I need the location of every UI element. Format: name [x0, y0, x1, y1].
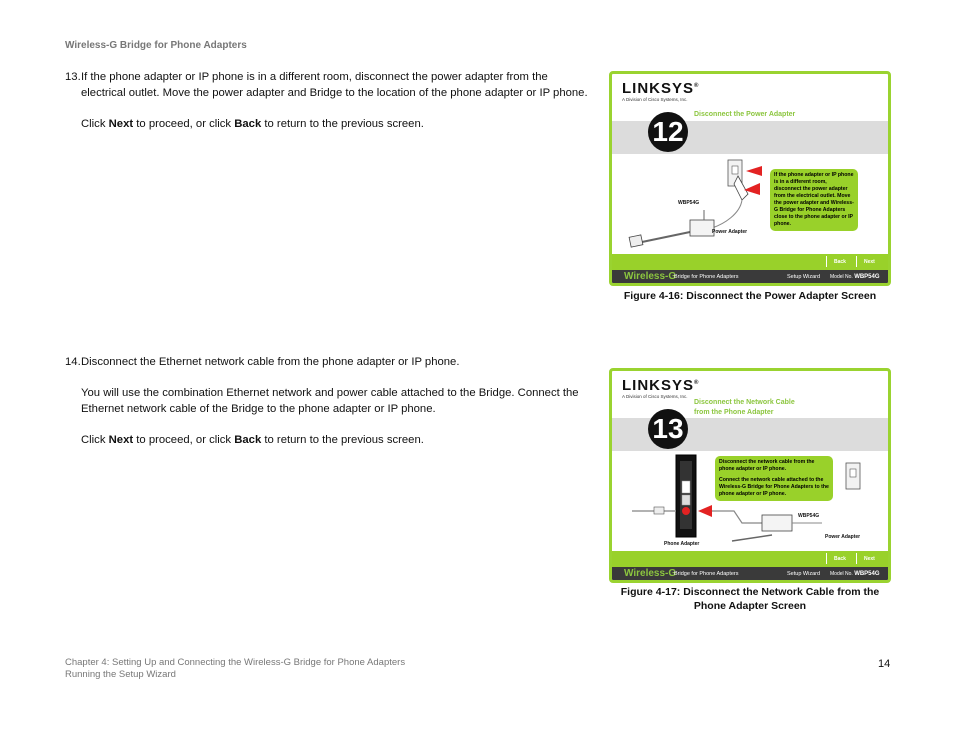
arrow-icon — [746, 166, 762, 176]
footer-model: Model No. WBP54G — [830, 571, 880, 577]
step-number: 13. — [65, 71, 81, 83]
power-brick — [690, 220, 714, 236]
footer-section: Running the Setup Wizard — [65, 669, 176, 680]
footer-wizard: Setup Wizard — [787, 274, 821, 280]
highlight-port — [682, 507, 690, 515]
screen-title: Disconnect the Power Adapter — [694, 111, 796, 118]
linksys-logo: LINKSYS® — [622, 80, 700, 97]
cable — [642, 232, 690, 242]
port — [682, 495, 690, 505]
outlet-socket — [850, 469, 856, 477]
cable — [712, 200, 742, 228]
page-number: 14 — [878, 658, 891, 670]
arrow-icon — [698, 505, 712, 517]
footer-wizard: Setup Wizard — [787, 571, 821, 577]
figure-disconnect-network-cable — [609, 368, 891, 583]
step-paragraph: You will use the combination Ethernet network and power cable attached to the Bridge. Connect the Ethernet network cable of the Bridge to the phone adapter or IP phone. — [81, 387, 579, 415]
page-footer — [65, 657, 405, 681]
logo-subtitle: A Division of Cisco Systems, Inc. — [622, 97, 688, 102]
step-paragraph: Disconnect the Ethernet network cable from the phone adapter or IP phone. — [81, 356, 460, 368]
footer-product: Bridge for Phone Adapters — [674, 571, 739, 577]
figure-caption: Figure 4-16: Disconnect the Power Adapter Screen — [623, 290, 877, 302]
footer-model: Model No. WBP54G — [830, 274, 880, 280]
footer-brand: Wireless-G — [624, 568, 677, 579]
next-button[interactable]: Next — [864, 556, 875, 562]
running-header: Wireless-G Bridge for Phone Adapters — [65, 40, 247, 51]
cable — [732, 535, 772, 541]
connector — [629, 235, 643, 247]
phone-adapter-label: Phone Adapter — [664, 541, 700, 547]
step-click-instruction: Click Next to proceed, or click Back to return to the previous screen. — [81, 118, 424, 130]
port — [682, 481, 690, 493]
step-13 — [65, 69, 590, 132]
outlet-socket — [732, 166, 738, 174]
figure-footer — [612, 567, 888, 581]
next-button[interactable]: Next — [864, 259, 875, 265]
figure-footer — [612, 270, 888, 284]
nav-bar — [612, 551, 888, 567]
power-adapter-label: Power Adapter — [825, 534, 861, 540]
step-14 — [65, 354, 590, 448]
connector — [654, 507, 664, 514]
figure-disconnect-power-adapter — [609, 71, 891, 286]
instruction-bubble: If the phone adapter or IP phone is in a different room, disconnect the power adapter from the electrical outlet. Move the power adapter and Wireless-G Bridge for Phone Adapters close to the phone adapter or IP phone. — [770, 169, 858, 231]
step-circle: 12 — [648, 112, 688, 152]
screen-title: Disconnect the Network Cable from the Phone Adapter — [694, 399, 795, 416]
linksys-logo: LINKSYS® — [622, 377, 700, 394]
power-adapter-label: Power Adapter — [712, 229, 748, 235]
footer-product: Bridge for Phone Adapters — [674, 274, 739, 280]
step-paragraph: If the phone adapter or IP phone is in a different room, disconnect the power adapter from the electrical outlet. Move the power adapter and Bridge to the location of the phone adapter or IP phone. — [81, 71, 588, 99]
instruction-bubble: Disconnect the network cable from the phone adapter or IP phone. Connect the network cable attached to the Wireless-G Bridge for Phone Adapters to the phone adapter or IP phone. — [715, 456, 833, 501]
power-brick — [762, 515, 792, 531]
footer-brand: Wireless-G — [624, 271, 677, 282]
figure-caption: Figure 4-17: Disconnect the Network Cable from the Phone Adapter Screen — [620, 586, 880, 612]
step-circle: 13 — [648, 409, 688, 449]
logo-subtitle: A Division of Cisco Systems, Inc. — [622, 394, 688, 399]
nav-bar — [612, 254, 888, 270]
device-label: WBP54G — [678, 200, 700, 206]
step-click-instruction: Click Next to proceed, or click Back to return to the previous screen. — [81, 434, 424, 446]
cable — [712, 511, 762, 523]
step-number: 14. — [65, 356, 81, 368]
back-button[interactable]: Back — [834, 556, 846, 562]
back-button[interactable]: Back — [834, 259, 846, 265]
device-label: WBP54G — [798, 513, 820, 519]
footer-chapter: Chapter 4: Setting Up and Connecting the Wireless-G Bridge for Phone Adapters — [65, 657, 406, 668]
